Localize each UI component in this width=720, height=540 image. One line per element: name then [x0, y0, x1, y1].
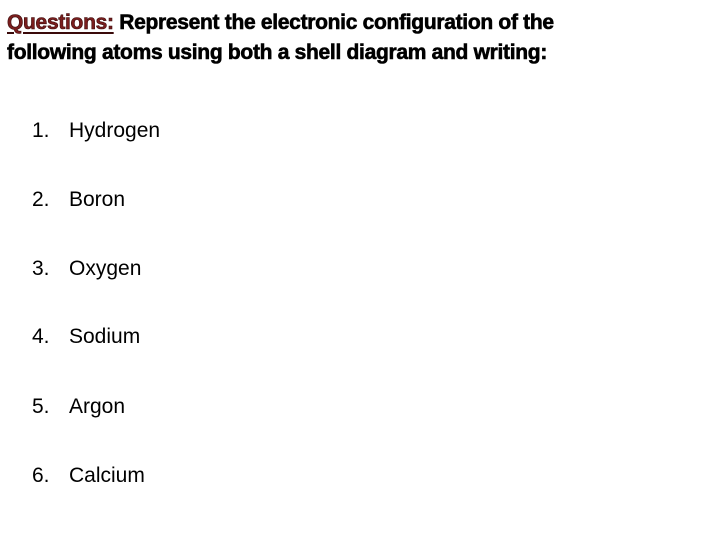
list-item-number: 4. [32, 325, 50, 348]
questions-label: Questions: [7, 11, 114, 34]
list-item-label: Argon [69, 395, 126, 418]
list-item-label: Calcium [69, 464, 145, 487]
list-item [0, 116, 300, 146]
list-item [0, 185, 300, 215]
list-item-number: 2. [32, 188, 50, 211]
list-item [0, 322, 300, 352]
list-item-label: Hydrogen [69, 119, 161, 142]
question-heading [7, 8, 707, 68]
list-item-label: Oxygen [69, 257, 142, 280]
list-item-label: Boron [69, 188, 126, 211]
list-item-number: 5. [32, 395, 50, 418]
list-item-number: 3. [32, 257, 50, 280]
question-text-line1: Represent the electronic configuration of the [113, 11, 554, 34]
question-text-line2: following atoms using both a shell diagram and writing: [7, 41, 548, 64]
list-item-label: Sodium [69, 325, 141, 348]
list-item-number: 1. [32, 119, 50, 142]
list-item [0, 461, 300, 491]
list-item [0, 254, 300, 284]
list-item-number: 6. [32, 464, 50, 487]
list-item [0, 392, 300, 422]
